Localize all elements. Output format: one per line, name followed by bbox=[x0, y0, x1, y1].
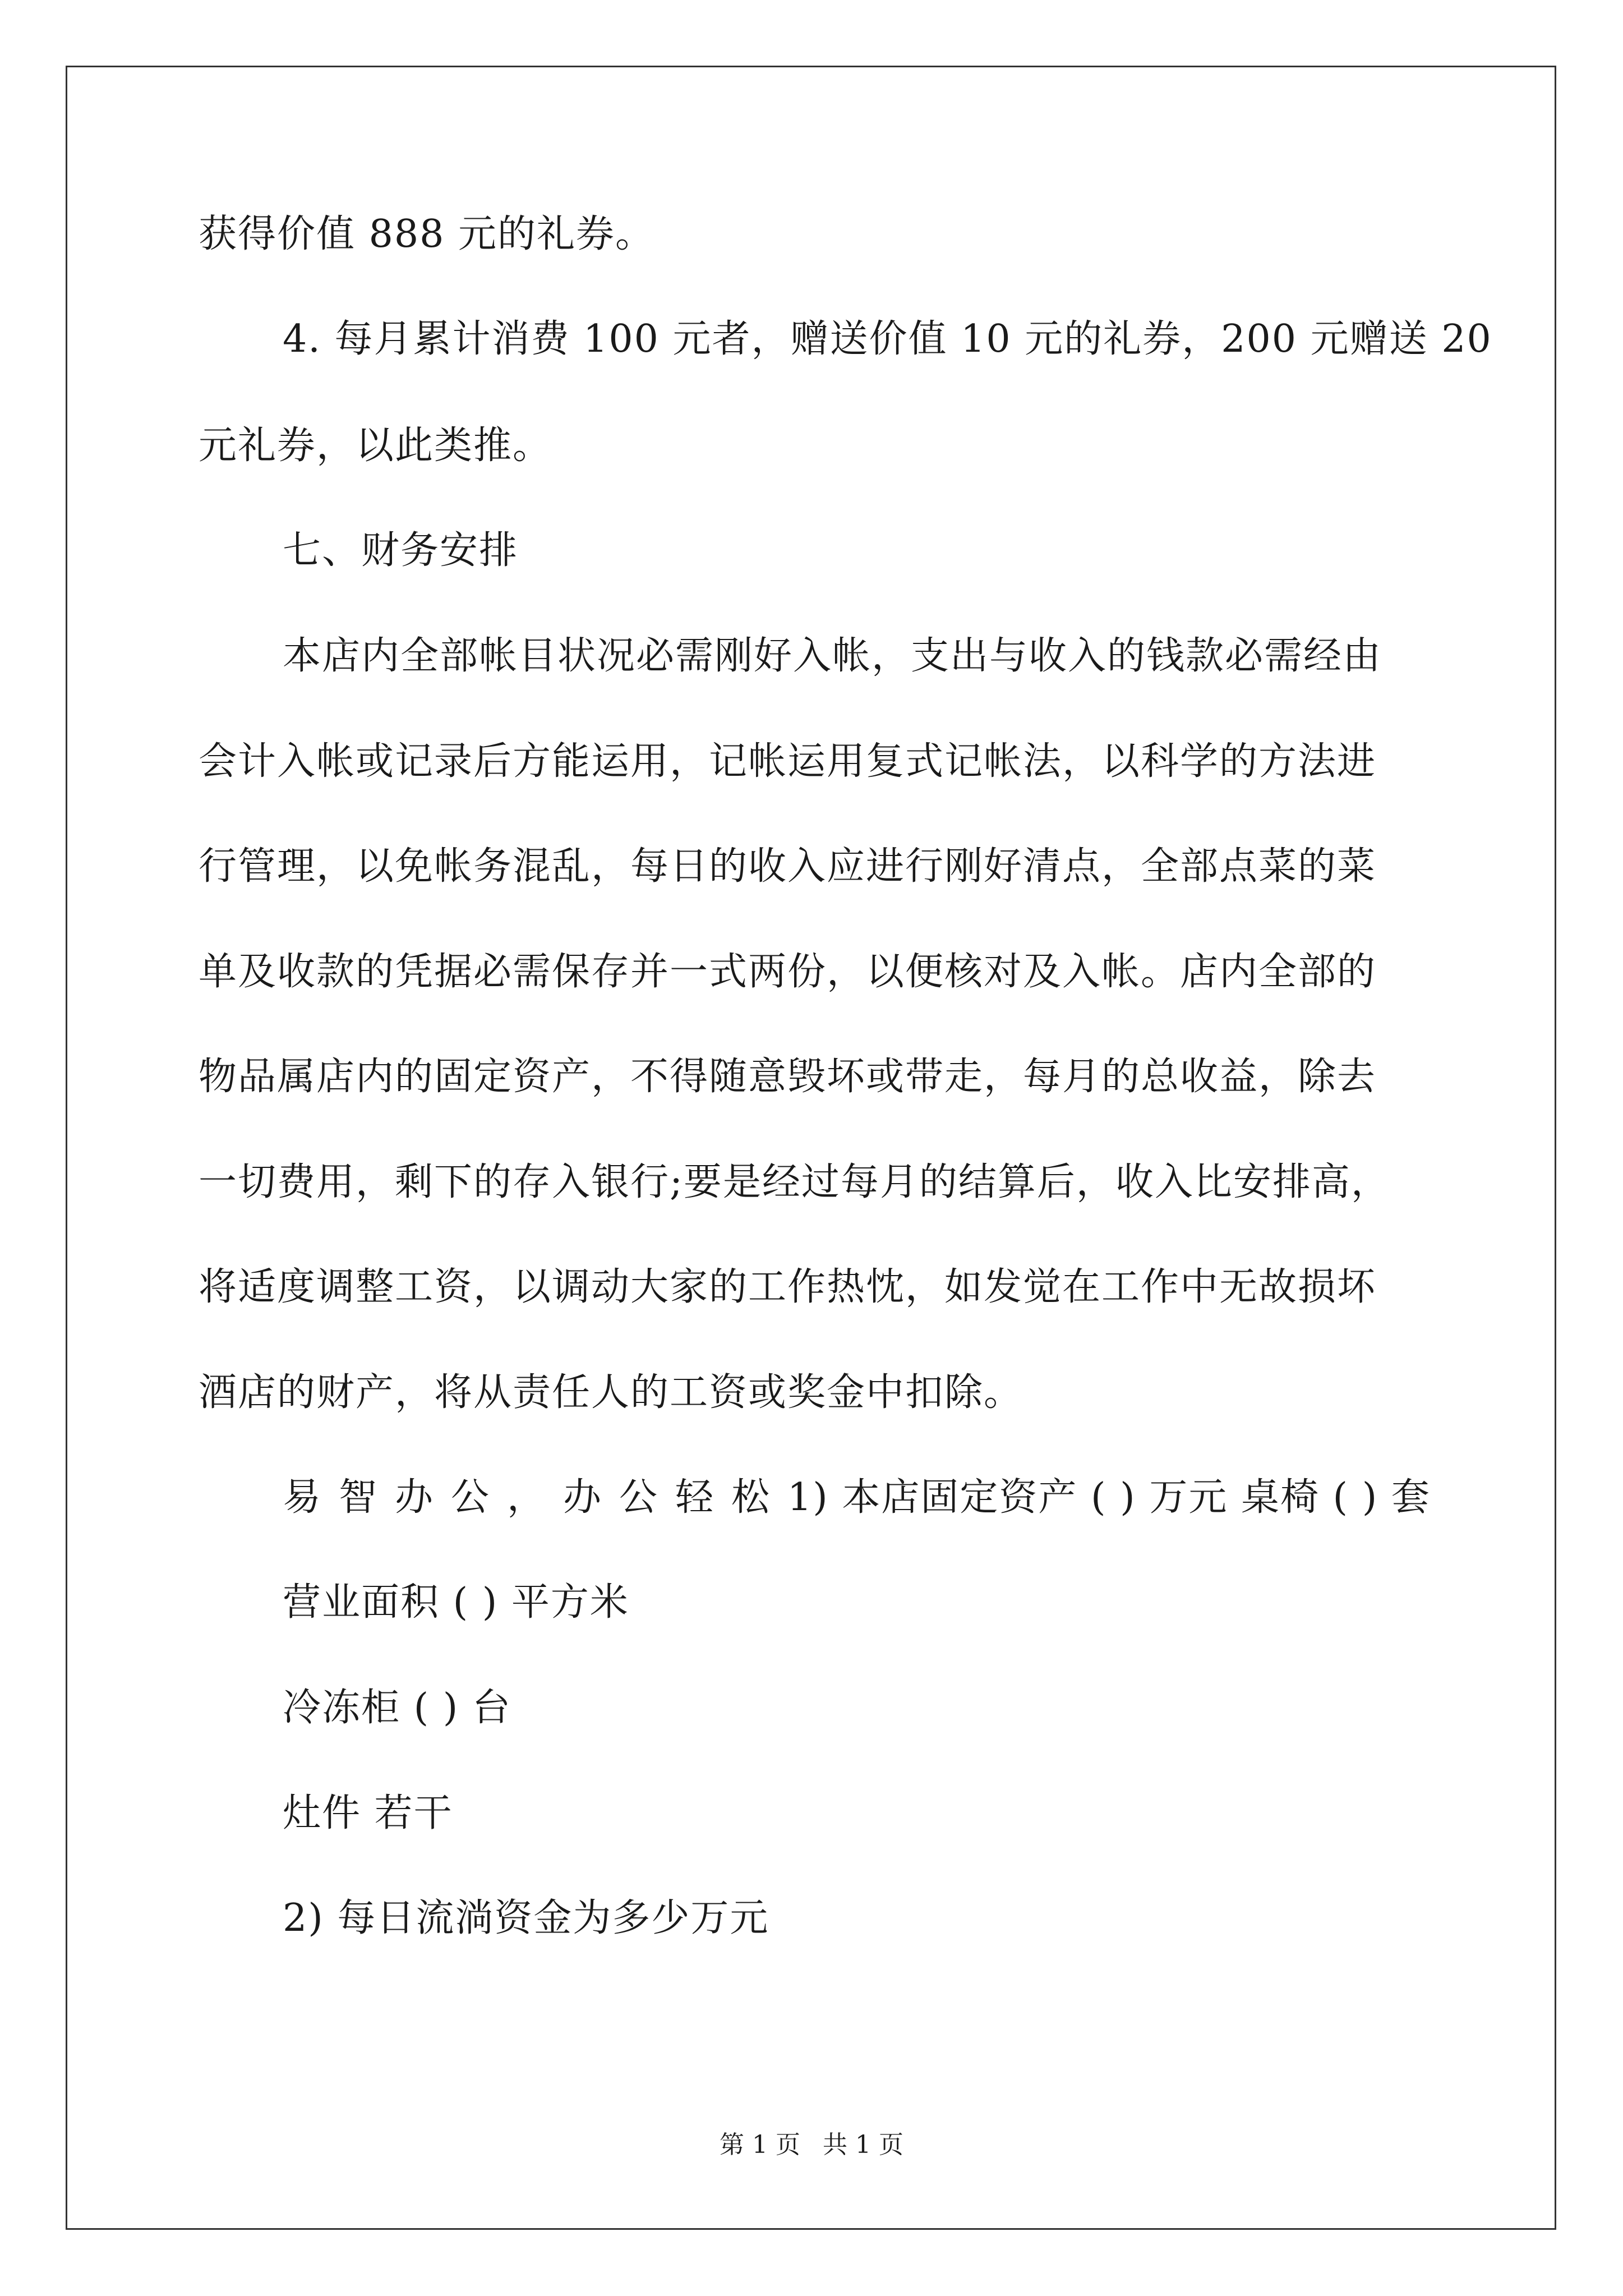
watermark-text: 易智办公，办公轻松 bbox=[283, 1475, 788, 1520]
text-line: 会计入帐或记录后方能运用，记帐运用复式记帐法，以科学的方法进 bbox=[199, 739, 1377, 784]
text-line: 元礼券，以此类推。 bbox=[199, 424, 552, 468]
text-line: 将适度调整工资，以调动大家的工作热忱，如发觉在工作中无故损坏 bbox=[199, 1265, 1377, 1309]
list-item: 2) 每日流淌资金为多少万元 bbox=[283, 1896, 769, 1940]
text-line: 单及收款的凭据必需保存并一式两份，以便核对及入帐。店内全部的 bbox=[199, 950, 1377, 994]
page-total: 共 1 页 bbox=[823, 2131, 903, 2159]
list-item: 营业面积 ( ) 平方米 bbox=[283, 1580, 629, 1625]
text-line: 物品属店内的固定资产，不得随意毁坏或带走，每月的总收益，除去 bbox=[199, 1055, 1377, 1099]
list-item: 冷冻柜 ( ) 台 bbox=[283, 1686, 511, 1730]
text-line: 酒店的财产，将从责任人的工资或奖金中扣除。 bbox=[199, 1370, 1023, 1415]
text-line: 行管理，以免帐务混乱，每日的收入应进行刚好清点，全部点菜的菜 bbox=[199, 844, 1377, 889]
list-item-text: 1) 本店固定资产 ( ) 万元 桌椅 ( ) 套 bbox=[787, 1475, 1431, 1520]
page-number: 第 1 页 bbox=[720, 2131, 800, 2159]
text-line: 一切费用，剩下的存入银行;要是经过每月的结算后，收入比安排高， bbox=[199, 1160, 1390, 1204]
text-line: 4. 每月累计消费 100 元者，赠送价值 10 元的礼券，200 元赠送 20 bbox=[283, 317, 1492, 361]
text-line: 本店内全部帐目状况必需刚好入帐，支出与收入的钱款必需经由 bbox=[283, 634, 1382, 678]
page-footer bbox=[0, 2131, 1623, 2160]
text-line: 获得价值 888 元的礼券。 bbox=[199, 212, 655, 256]
list-item: 灶件 若干 bbox=[283, 1791, 453, 1835]
section-heading: 七、财务安排 bbox=[283, 528, 519, 573]
list-item bbox=[283, 1475, 1431, 1520]
